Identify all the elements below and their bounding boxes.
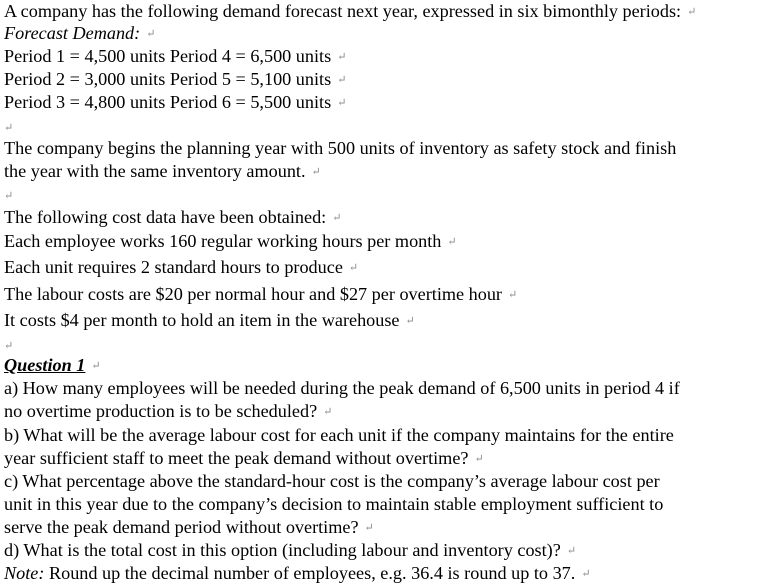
cost-intro-text: The following cost data have been obtained: <box>4 207 327 227</box>
cost-intro-line <box>4 206 341 230</box>
forecast-label: Forecast Demand: <box>4 23 141 43</box>
intro-line <box>4 0 696 24</box>
cost-item-1 <box>4 230 457 254</box>
paragraph-mark-icon: ↵ <box>566 544 577 557</box>
cost-item-text: Each employee works 160 regular working hours per month <box>4 231 442 251</box>
paragraph-mark-icon: ↵ <box>405 314 415 327</box>
paragraph-mark-icon: ↵ <box>507 288 518 301</box>
paragraph-mark-icon: ↵ <box>364 521 374 534</box>
paragraph-mark-icon: ↵ <box>91 359 101 372</box>
question-c-line-2 <box>4 493 663 515</box>
note-label: Note: <box>4 563 45 583</box>
paragraph-mark-icon: ↵ <box>348 261 359 274</box>
question-text: b) What will be the average labour cost for each unit if the company maintains for the entire <box>4 425 674 445</box>
cost-item-4 <box>4 309 415 333</box>
question-heading-line <box>4 354 101 378</box>
paragraph-mark-icon: ↵ <box>337 50 347 63</box>
cost-item-3 <box>4 283 517 307</box>
period-text: Period 2 = 3,000 units Period 5 = 5,100 units <box>4 69 332 89</box>
question-text: unit in this year due to the company’s decision to maintain stable employment sufficient to <box>4 494 664 514</box>
inventory-line-2 <box>4 160 321 184</box>
question-b-line-2 <box>4 447 484 471</box>
question-a-line-1 <box>4 377 680 399</box>
intro-text: A company has the following demand forecast next year, expressed in six bimonthly periods: <box>4 1 682 21</box>
question-text: d) What is the total cost in this option (including labour and inventory cost)? <box>4 540 561 560</box>
period-text: Period 1 = 4,500 units Period 4 = 6,500 units <box>4 46 332 66</box>
paragraph-mark-icon: ↵ <box>474 452 484 465</box>
inventory-text: The company begins the planning year with 500 units of inventory as safety stock and finish <box>4 138 677 158</box>
question-d-line-1 <box>4 539 576 563</box>
period-line-1 <box>4 45 346 69</box>
cost-item-2 <box>4 256 358 280</box>
question-text: c) What percentage above the standard-hour cost is the company’s average labour cost per <box>4 471 660 491</box>
period-line-2 <box>4 68 346 92</box>
paragraph-mark-icon: ↵ <box>337 96 347 109</box>
paragraph-mark-icon: ↵ <box>4 340 14 352</box>
cost-item-text: It costs $4 per month to hold an item in the warehouse <box>4 310 400 330</box>
question-c-line-3 <box>4 516 374 540</box>
period-text: Period 3 = 4,800 units Period 6 = 5,500 units <box>4 92 332 112</box>
question-b-line-1 <box>4 424 674 446</box>
paragraph-mark-icon: ↵ <box>687 5 697 18</box>
forecast-label-line <box>4 22 155 46</box>
paragraph-mark-icon: ↵ <box>447 235 457 248</box>
cost-item-text: The labour costs are $20 per normal hour and $27 per overtime hour <box>4 284 502 304</box>
paragraph-mark-icon: ↵ <box>337 73 347 86</box>
paragraph-mark-icon: ↵ <box>332 211 342 224</box>
question-a-line-2 <box>4 400 332 424</box>
inventory-line-1 <box>4 137 676 159</box>
question-heading: Question 1 <box>4 355 86 375</box>
period-line-3 <box>4 91 346 115</box>
question-text: a) How many employees will be needed during the peak demand of 6,500 units in period 4 if <box>4 378 680 398</box>
question-text: serve the peak demand period without overtime? <box>4 517 359 537</box>
paragraph-mark-icon: ↵ <box>4 190 14 202</box>
question-text: no overtime production is to be scheduled? <box>4 401 318 421</box>
inventory-text: the year with the same inventory amount. <box>4 161 306 181</box>
paragraph-mark-icon: ↵ <box>311 165 321 178</box>
note-text: Round up the decimal number of employees, e.g. 36.4 is round up to 37. <box>44 563 576 583</box>
paragraph-mark-icon: ↵ <box>4 122 14 134</box>
paragraph-mark-icon: ↵ <box>581 567 591 580</box>
cost-item-text: Each unit requires 2 standard hours to produce <box>4 257 343 277</box>
question-c-line-1 <box>4 470 660 492</box>
paragraph-mark-icon: ↵ <box>323 405 333 418</box>
paragraph-mark-icon: ↵ <box>146 27 156 40</box>
question-text: year sufficient staff to meet the peak demand without overtime? <box>4 448 469 468</box>
note-line <box>4 562 591 586</box>
